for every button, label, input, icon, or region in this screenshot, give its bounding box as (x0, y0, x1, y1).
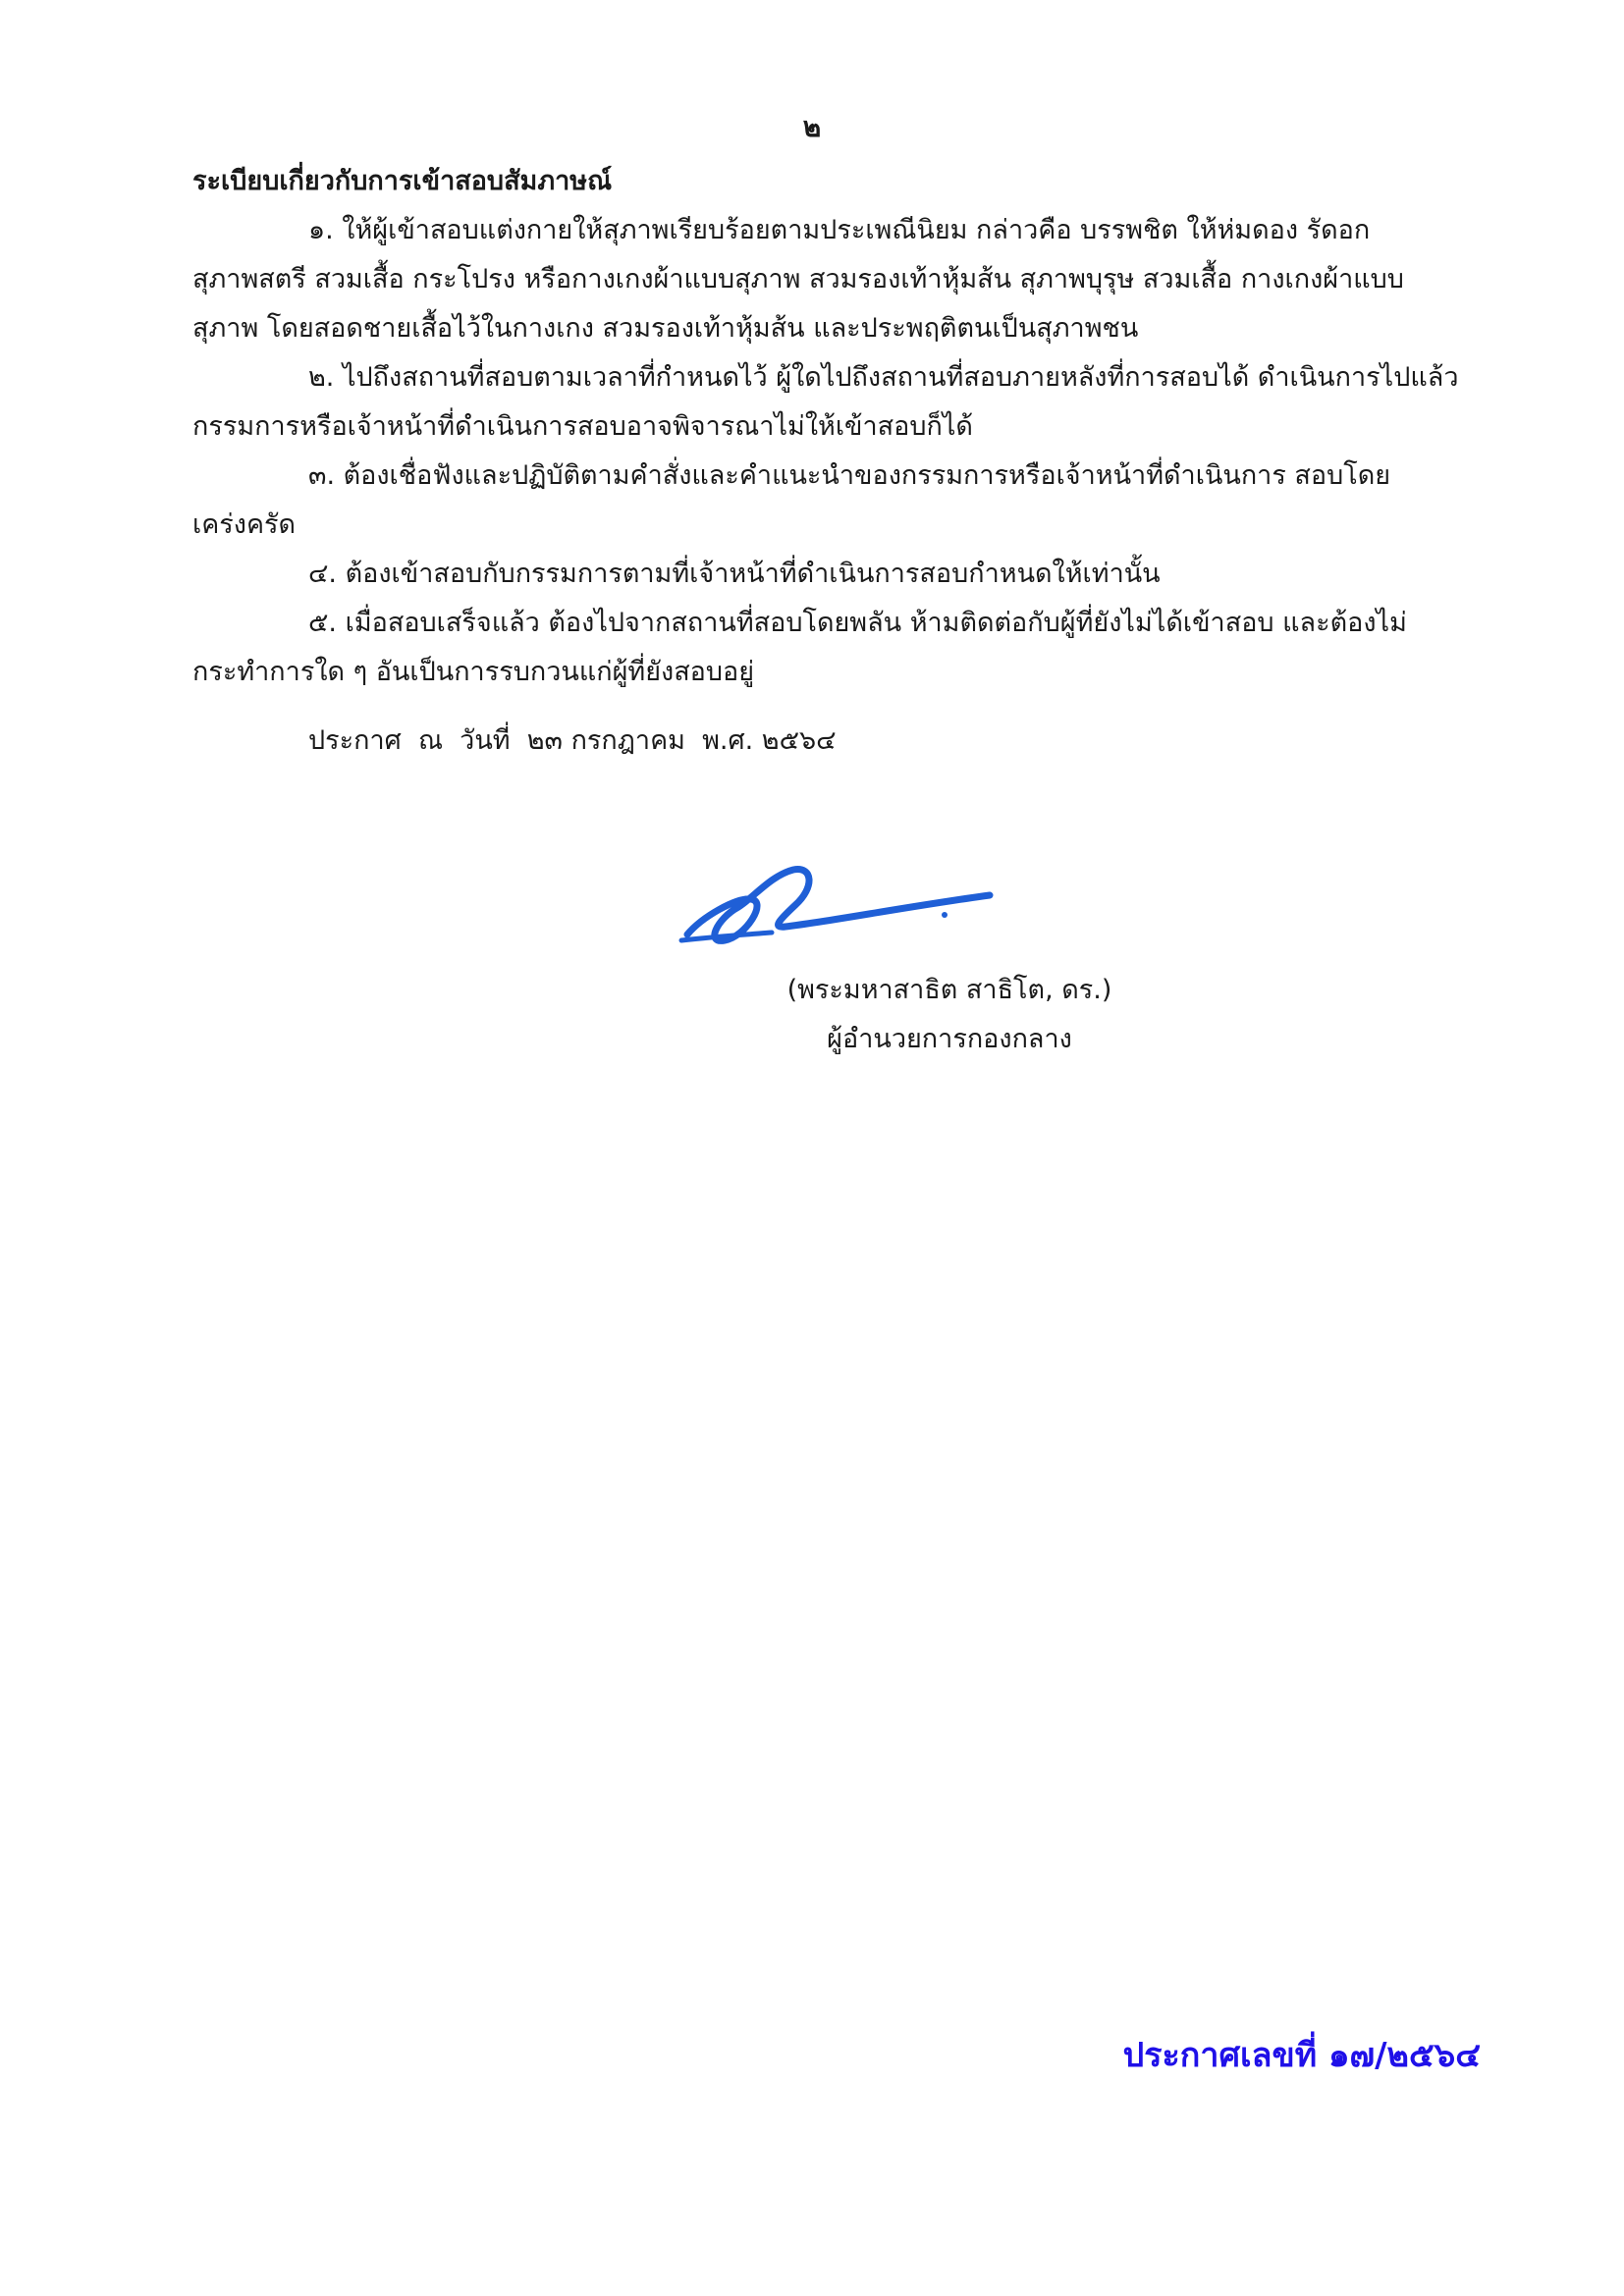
rule-2-line-2: กรรมการหรือเจ้าหน้าที่ดำเนินการสอบอาจพิจารณาไม่ให้เข้าสอบก็ได้ (192, 411, 973, 442)
rule-1 (192, 206, 1479, 353)
rule-4 (192, 550, 1479, 599)
signature (677, 858, 1001, 956)
signer-name: (พระมหาสาธิต สาธิโต, ดร.) (786, 975, 1112, 1005)
rule-3-line-2: เคร่งครัด (192, 509, 297, 540)
announcement-date: ประกาศ ณ วันที่ ๒๓ กรกฎาคม พ.ศ. ๒๕๖๔ (308, 725, 837, 756)
rule-1-line-3: สุภาพ โดยสอดชายเสื้อไว้ในกางเกง สวมรองเท้าหุ้มส้น และประพฤติตนเป็นสุภาพชน (192, 313, 1139, 344)
announcement-number: ประกาศเลขที่ ๑๗/๒๕๖๔ (1122, 2036, 1481, 2075)
rule-2 (192, 353, 1479, 452)
rule-1-line-1: ๑. ให้ผู้เข้าสอบแต่งกายให้สุภาพเรียบร้อยตามประเพณีนิยม กล่าวคือ บรรพชิต ให้ห่มดอง รัดอก (308, 215, 1371, 245)
signature-dot (942, 912, 947, 918)
signer-block (0, 966, 1624, 1064)
rule-5-line-1: ๕. เมื่อสอบเสร็จแล้ว ต้องไปจากสถานที่สอบโดยพลัน ห้ามติดต่อกับผู้ที่ยังไม่ได้เข้าสอบ และต้องไม่ (308, 608, 1407, 638)
rule-1-line-2: สุภาพสตรี สวมเสื้อ กระโปรง หรือกางเกงผ้าแบบสุภาพ สวมรองเท้าหุ้มส้น สุภาพบุรุษ สวมเสื้อ กางเกงผ้าแบบ (192, 264, 1404, 294)
signature-stroke (687, 870, 990, 941)
rule-3-line-1: ๓. ต้องเชื่อฟังและปฏิบัติตามคำสั่งและคำแนะนำของกรรมการหรือเจ้าหน้าที่ดำเนินการ สอบโดย (308, 460, 1391, 491)
rule-4-line-1: ๔. ต้องเข้าสอบกับกรรมการตามที่เจ้าหน้าที่ดำเนินการสอบกำหนดให้เท่านั้น (308, 559, 1161, 589)
page-number: ๒ (802, 111, 822, 143)
signer-title: ผู้อำนวยการกองกลาง (827, 1024, 1072, 1054)
rule-3 (192, 452, 1479, 550)
rule-5-line-2: กระทำการใด ๆ อันเป็นการรบกวนแก่ผู้ที่ยังสอบอยู่ (192, 657, 755, 687)
rule-5 (192, 599, 1479, 697)
section-heading: ระเบียบเกี่ยวกับการเข้าสอบสัมภาษณ์ (192, 166, 613, 196)
rules-list (192, 206, 1479, 697)
rule-2-line-1: ๒. ไปถึงสถานที่สอบตามเวลาที่กำหนดไว้ ผู้ใดไปถึงสถานที่สอบภายหลังที่การสอบได้ ดำเนินการไปแล้ว (308, 362, 1459, 393)
